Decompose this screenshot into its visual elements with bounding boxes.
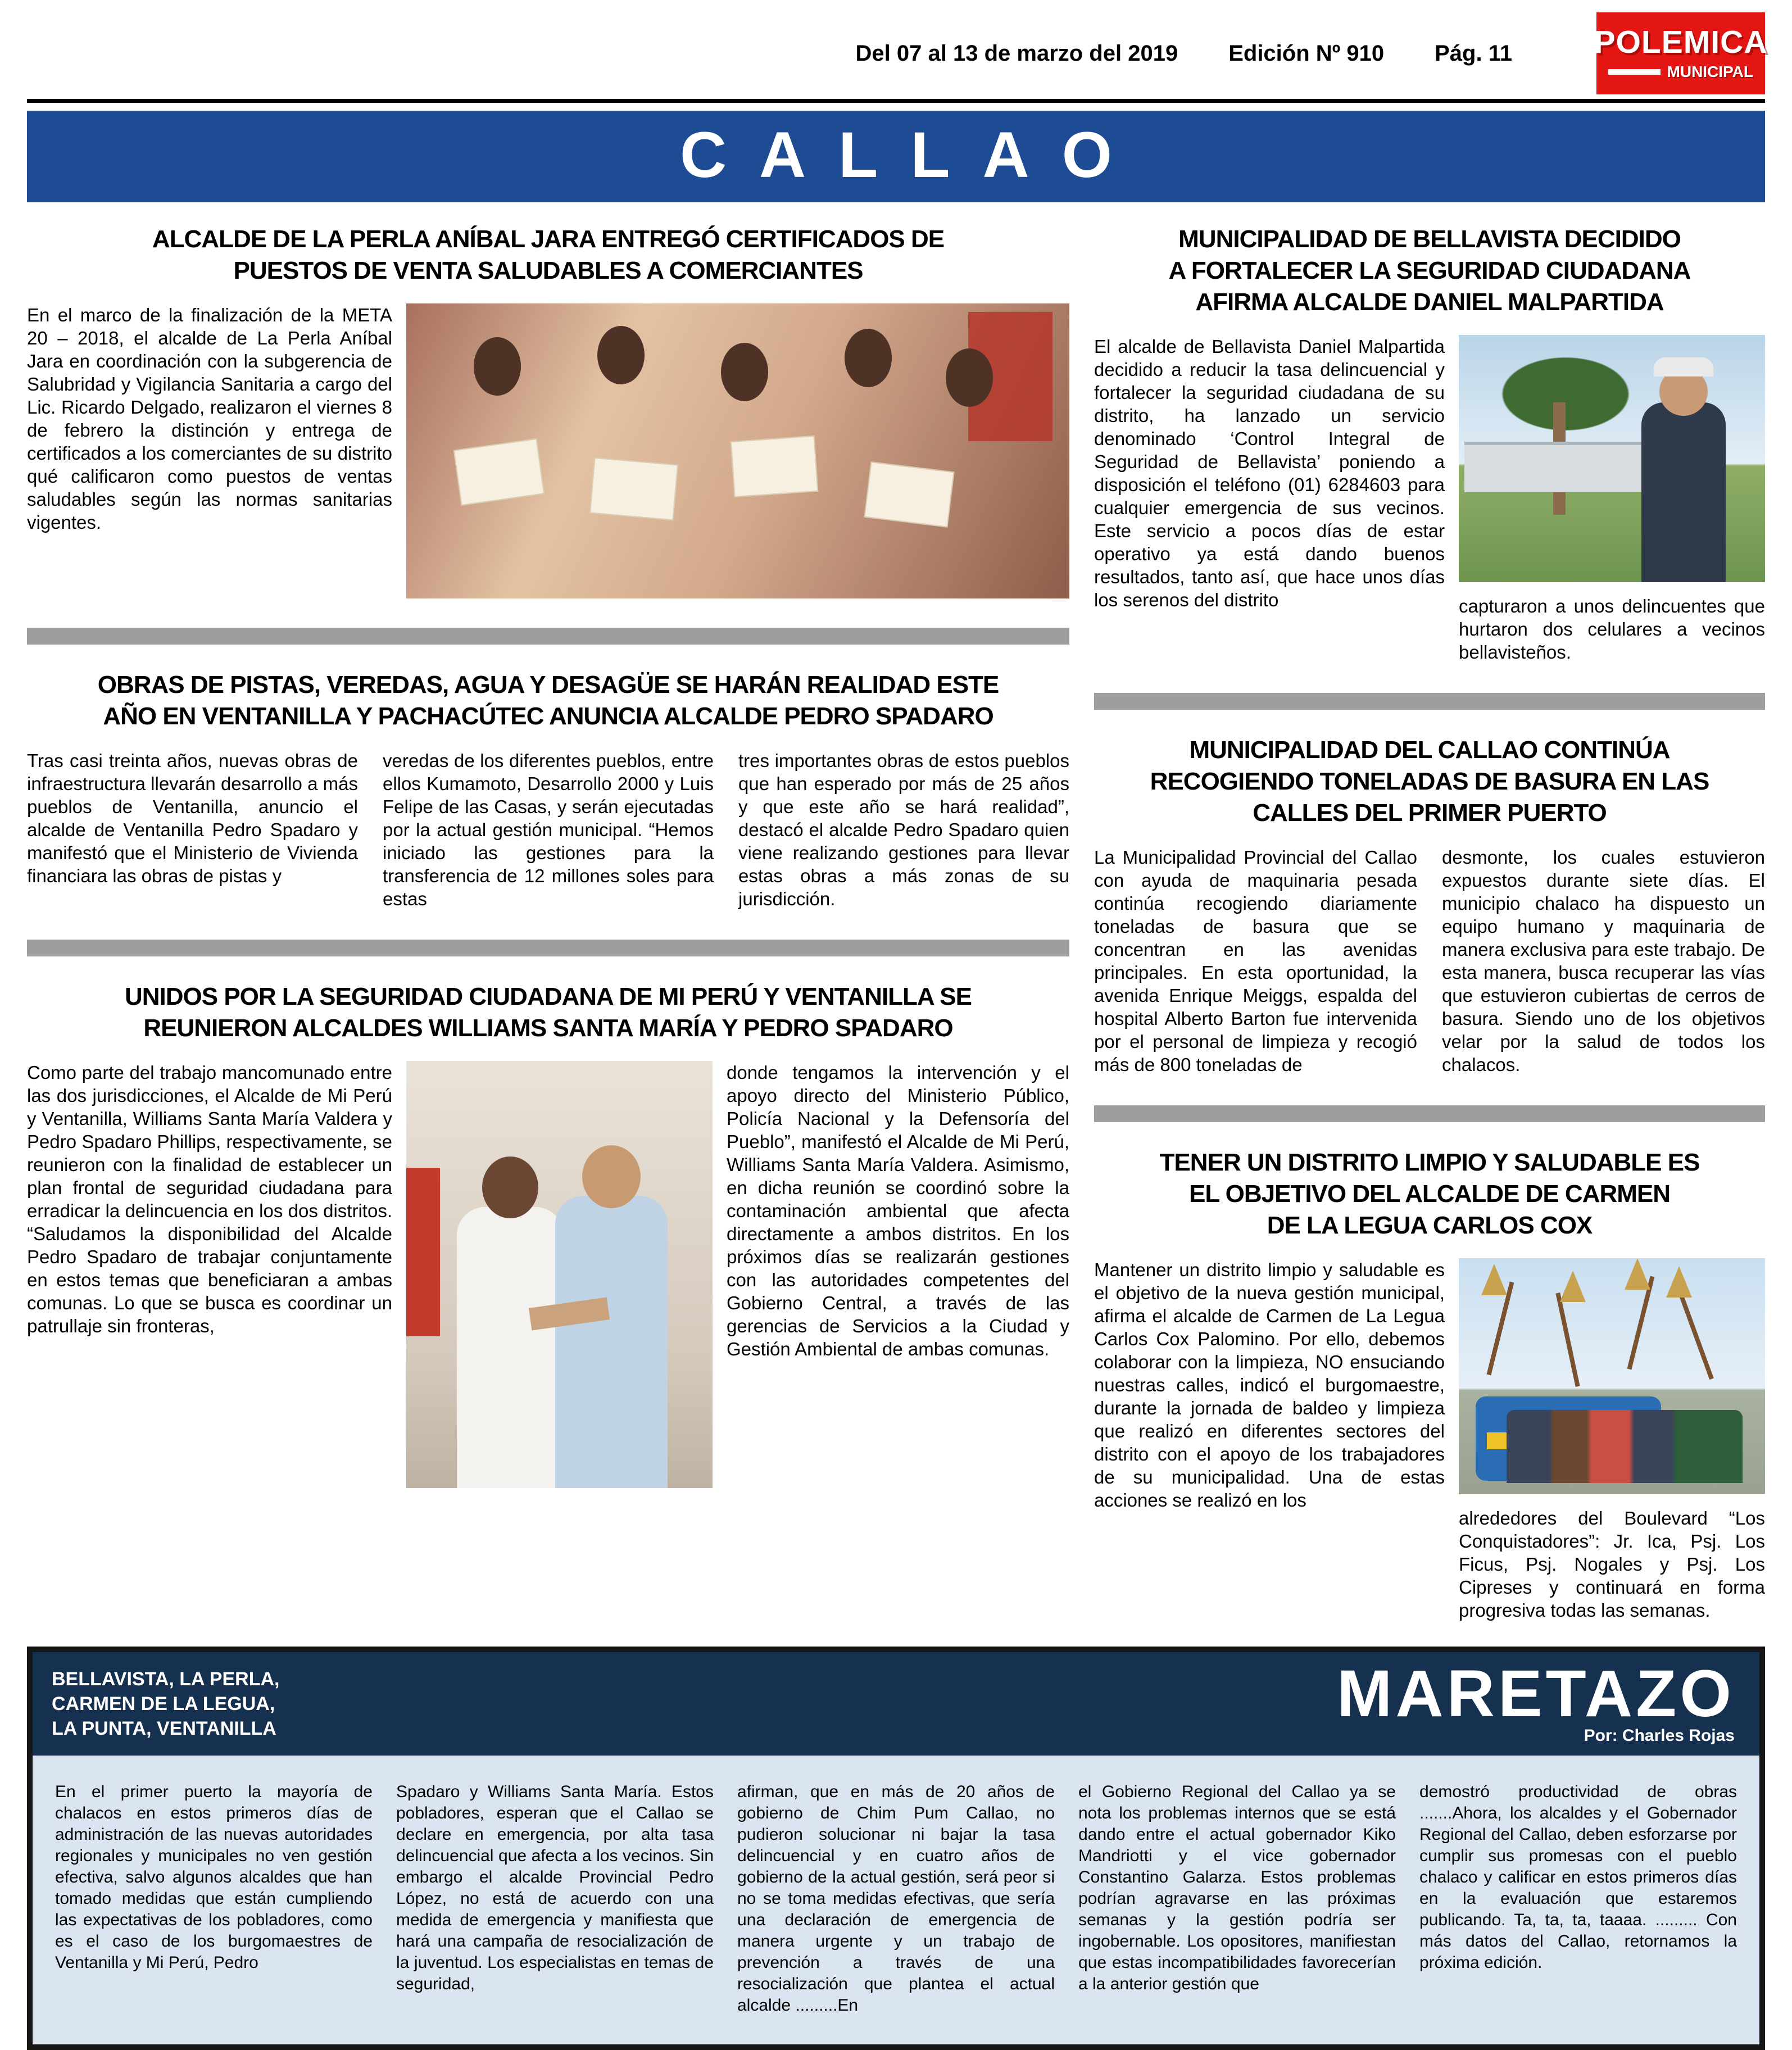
article-limpio-photo	[1459, 1258, 1765, 1494]
right-column	[1094, 224, 1765, 1622]
article-basura	[1094, 734, 1765, 1076]
masthead	[0, 0, 1792, 99]
article-unidos-photo	[406, 1061, 713, 1488]
section-divider	[1094, 1105, 1765, 1122]
maretazo-col-5: demostró productividad de obras .......Ahora, los alcaldes y el Gobernador Regional del Callao, deben esforzarse por cumplir sus promesas con el pueblo chalaco y calificar en estos primeros días en la evaluación que estaremos publicando. Ta, ta, ta, taaaa. ......... Con más datos del Callao, retornamos la próxima edición.	[1419, 1783, 1737, 1972]
article-perla-photo	[406, 303, 1069, 598]
article-perla	[27, 224, 1069, 598]
article-limpio-continuation: alrededores del Boulevard “Los Conquistadores”: Jr. Ica, Psj. Los Ficus, Psj. Nogales y Psj. Los Cipreses y continuará en forma progresiva todas las semanas.	[1459, 1508, 1765, 1621]
maretazo-col-2: Spadaro y Williams Santa María. Estos pobladores, esperan que el Callao se declare en emergencia, por alta tasa delincuencial que afecta a los vecinos. Sin embargo el alcalde Provincial Pedro López, no está de acuerdo con una medida de emergencia y manifiesta que hará una campaña de resocialización de la juventud. Los especialistas en temas de seguridad,	[396, 1783, 714, 1994]
district-list	[52, 1667, 279, 1741]
article-unidos	[27, 981, 1069, 1488]
section-banner: CALLAO	[27, 111, 1765, 202]
main-content	[0, 202, 1792, 1622]
headline-line: EL OBJETIVO DEL ALCALDE DE CARMEN	[1188, 1180, 1671, 1208]
maretazo-banner	[33, 1652, 1759, 1756]
headline-line: PUESTOS DE VENTA SALUDABLES A COMERCIANTES	[233, 257, 863, 284]
headline-line: UNIDOS POR LA SEGURIDAD CIUDADANA DE MI PERÚ Y VENTANILLA SE	[124, 983, 972, 1010]
article-bellavista-body: El alcalde de Bellavista Daniel Malpartida decidido a reducir la tasa delincuencial y fortalecer la seguridad ciudadana de su distrito, ha lanzado un servicio denominado ‘Control Integral de Seguridad de Bellavista’ poniendo a disposición el teléfono (01) 6284603 para cualquier emergencia de sus vecinos. Este servicio a pocos días de estar operativo ya está dando buenos resultados, tanto así, que hace unos días los serenos del distrito	[1094, 336, 1445, 610]
section-divider	[27, 940, 1069, 956]
article-bellavista-headline	[1094, 224, 1765, 318]
newspaper-logo	[1594, 12, 1768, 94]
maretazo-col-3: afirman, que en más de 20 años de gobierno de Chim Pum Callao, no pudieron solucionar ni bajar la tasa delincuencial y en cuatro años de gobierno de la actual gestión, será peor si no se toma medidas efectivas, que sería una declaración de emergencia de manera urgente y un trabajo de prevención a través de una resocialización que plantea el actual alcalde .........En	[737, 1783, 1055, 2015]
masthead-rule	[27, 99, 1765, 103]
article-obras	[27, 669, 1069, 910]
headline-line: OBRAS DE PISTAS, VEREDAS, AGUA Y DESAGÜE SE HARÁN REALIDAD ESTE	[97, 671, 999, 699]
article-bellavista-continuation: capturaron a unos delincuentes que hurtaron dos celulares a vecinos bellavisteños.	[1459, 596, 1765, 663]
headline-line: REUNIERON ALCALDES WILLIAMS SANTA MARÍA Y PEDRO SPADARO	[143, 1014, 953, 1042]
article-basura-col-2: desmonte, los cuales estuvieron expuestos durante siete días. El municipio chalaco ha dispuesto un equipo humano y maquinaria de manera exclusiva para este trabajo. De esta manera, busca recuperar las vías que estuvieron cubiertas de cerros de basura. Siendo uno de los objetivos velar por la salud de todos los chalacos.	[1442, 847, 1765, 1075]
headline-line: A FORTALECER LA SEGURIDAD CIUDADANA	[1168, 257, 1691, 284]
headline-line: MUNICIPALIDAD DE BELLAVISTA DECIDIDO	[1178, 225, 1681, 253]
headline-line: AFIRMA ALCALDE DANIEL MALPARTIDA	[1195, 288, 1664, 316]
article-limpio-body: Mantener un distrito limpio y saludable es el objetivo de la nueva gestión municipal, afirma el alcalde de Carmen de La Legua Carlos Cox Palomino. Por ello, debemos colaborar con la limpieza, NO ensuciando nuestras calles, indicó el burgomaestre, durante la jornada de baldeo y limpieza que realizó en diferentes sectores del distrito con el apoyo de los trabajadores de su municipalidad. Una de estas acciones se realizó en los	[1094, 1259, 1445, 1511]
maretazo-section	[27, 1647, 1765, 2050]
article-unidos-col-1: Como parte del trabajo mancomunado entre las dos jurisdicciones, el Alcalde de Mi Perú y Ventanilla, Williams Santa María Valdera y Pedro Spadaro Phillips, respectivamente, se reunieron con la finalidad de establecer un plan frontal de seguridad ciudadana para erradicar la delincuencia en los dos distritos. “Saludamos la disponibilidad del Alcalde Pedro Spadaro de trabajar conjuntamente en estos temas que beneficiaran a ambas comunas. Lo que se busca es coordinar un patrullaje sin fronteras,	[27, 1062, 392, 1336]
article-bellavista	[1094, 224, 1765, 664]
headline-line: TENER UN DISTRITO LIMPIO Y SALUDABLE ES	[1159, 1149, 1700, 1176]
article-unidos-col-2: donde tengamos la intervención y el apoyo directo del Ministerio Público, Policía Nacional y la Defensoría del Pueblo”, manifestó el Alcalde de Mi Perú, Williams Santa María Valdera. Asimismo, en dicha reunión se coordinó sobre la contaminación ambiental que afecta directamente a ambos distritos. En los próximos días se realizarán gestiones con las autoridades competentes del Gobierno Central, a través de las gerencias de Servicios a la Ciudad y Gestión Ambiental de ambas comunas.	[727, 1062, 1069, 1359]
article-basura-col-1: La Municipalidad Provincial del Callao con ayuda de maquinaria pesada continúa recogiendo diariamente toneladas de basura que se concentran en las avenidas principales. En esta oportunidad, la avenida Enrique Meiggs, espalda del hospital Alberto Barton fue intervenida por el personal de limpieza y recogió más de 800 toneladas de	[1094, 847, 1417, 1075]
logo-title: POLEMICA	[1594, 24, 1768, 60]
logo-underline-bar	[1608, 69, 1661, 75]
district-line: LA PUNTA, VENTANILLA	[52, 1718, 276, 1740]
headline-line: DE LA LEGUA CARLOS COX	[1267, 1212, 1593, 1239]
maretazo-columns	[33, 1756, 1759, 2044]
article-obras-col-2: veredas de los diferentes pueblos, entre ellos Kumamoto, Desarrollo 2000 y Luis Felipe de las Casas, y serán ejecutadas por la actual gestión municipal. “Hemos iniciado las gestiones para la transferencia de 12 millones soles para estas	[383, 750, 714, 909]
article-basura-headline	[1094, 734, 1765, 829]
maretazo-col-1: En el primer puerto la mayoría de chalacos en estos primeros días de administración de las nuevas autoridades regionales y municipales no ven gestión efectiva, salvo algunos alcaldes que han tomado medidas que están cumpliendo las expectativas de los pobladores, como es el caso de los burgomaestres de Ventanilla y Mi Perú, Pedro	[55, 1783, 373, 1972]
article-perla-body: En el marco de la finalización de la META 20 – 2018, el alcalde de La Perla Aníbal Jara en coordinación con la subgerencia de Salubridad y Vigilancia Sanitaria a cargo del Lic. Ricardo Delgado, realizaron el viernes 8 de febrero la distinción y entrega de certificados a los comerciantes de su distrito qué calificaron como puestos de ventas saludables según las normas sanitarias vigentes.	[27, 305, 392, 533]
maretazo-col-4: el Gobierno Regional del Callao ya se nota los problemas internos que se está dando entre el actual gobernador Kiko Mandriotti y el vice gobernador Constantino Galarza. Estos problemas podrían agravarse en las próximas semanas y la gestión podría ser ingobernable. Los opositores, manifiestan que estas incompatibilidades favorecerían a la anterior gestión que	[1078, 1783, 1396, 1994]
article-obras-col-1: Tras casi treinta años, nuevas obras de infraestructura llevarán desarrollo a más pueblos de Ventanilla, anuncio el alcalde de Ventanilla Pedro Spadaro y manifestó que el Ministerio de Vivienda financiara las obras de pistas y	[27, 750, 358, 886]
article-perla-headline	[27, 224, 1069, 287]
date-range: Del 07 al 13 de marzo del 2019	[855, 40, 1178, 66]
headline-line: AÑO EN VENTANILLA Y PACHACÚTEC ANUNCIA ALCALDE PEDRO SPADARO	[103, 702, 993, 730]
edition-label: Edición Nº 910	[1228, 40, 1385, 66]
article-obras-col-3: tres importantes obras de estos pueblos que han esperado por más de 25 años y que este año se hará realidad”, destacó el alcalde Pedro Spadaro quien viene realizando gestiones para llevar estas obras a más zonas de su jurisdicción.	[738, 750, 1069, 909]
headline-line: RECOGIENDO TONELADAS DE BASURA EN LAS	[1150, 768, 1709, 795]
article-obras-headline	[27, 669, 1069, 732]
headline-line: MUNICIPALIDAD DEL CALLAO CONTINÚA	[1189, 736, 1670, 764]
maretazo-title-block	[1337, 1657, 1735, 1745]
maretazo-byline: Por: Charles Rojas	[1584, 1726, 1735, 1745]
page-number: Pág. 11	[1435, 40, 1512, 66]
headline-line: CALLES DEL PRIMER PUERTO	[1253, 799, 1607, 827]
section-divider	[1094, 693, 1765, 710]
district-line: CARMEN DE LA LEGUA,	[52, 1693, 275, 1715]
left-column	[27, 224, 1069, 1622]
maretazo-title: MARETAZO	[1337, 1657, 1735, 1731]
article-bellavista-photo	[1459, 335, 1765, 582]
article-unidos-headline	[27, 981, 1069, 1044]
article-limpio	[1094, 1147, 1765, 1622]
section-divider	[27, 628, 1069, 645]
logo-subtitle: MUNICIPAL	[1667, 62, 1753, 80]
article-limpio-headline	[1094, 1147, 1765, 1241]
headline-line: ALCALDE DE LA PERLA ANÍBAL JARA ENTREGÓ CERTIFICADOS DE	[152, 225, 945, 253]
logo-subtitle-row	[1608, 63, 1753, 81]
district-line: BELLAVISTA, LA PERLA,	[52, 1668, 280, 1690]
